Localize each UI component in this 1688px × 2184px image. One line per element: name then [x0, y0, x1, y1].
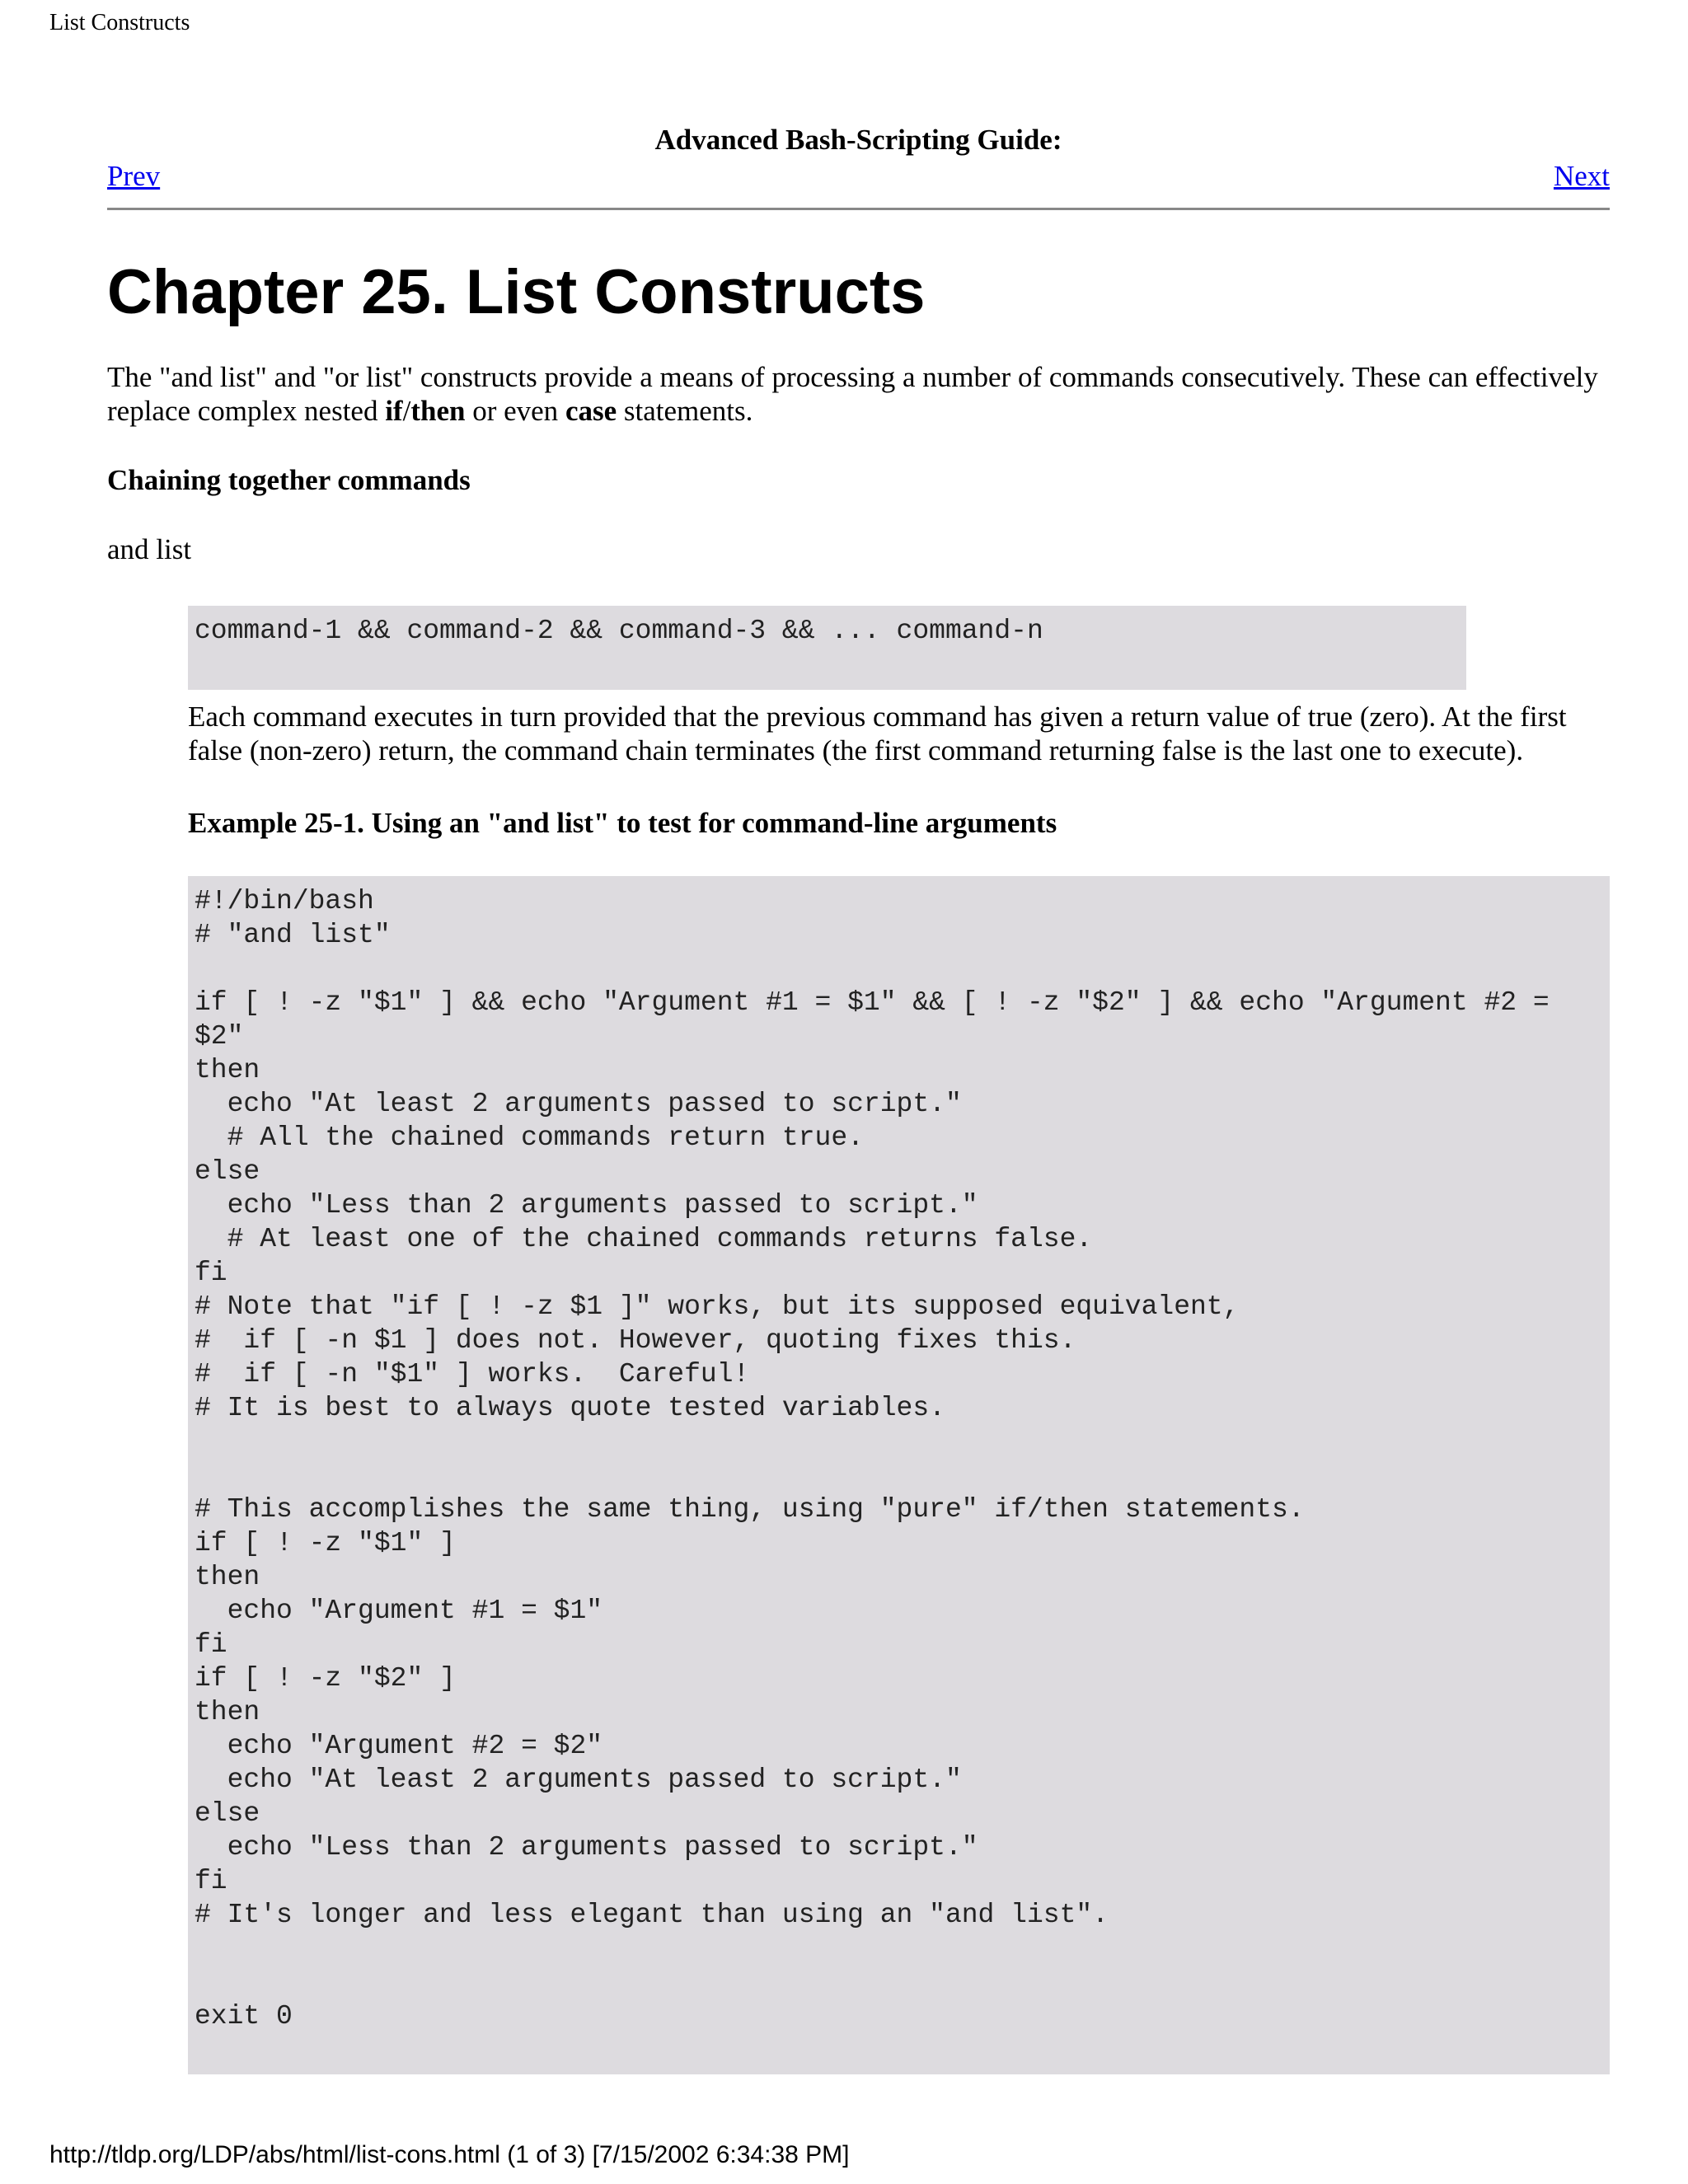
keyword-then: then [410, 394, 466, 427]
print-header: List Constructs [49, 10, 190, 35]
intro-paragraph [107, 360, 1610, 428]
nav-title: Advanced Bash-Scripting Guide: [654, 124, 1062, 156]
page-content [107, 99, 1610, 2074]
intro-text-2: or even [465, 394, 565, 427]
section-title: Chaining together commands [107, 463, 471, 496]
intro-text-1: The "and list" and "or list" constructs provide a means of processing a number of commands consecutively. These can effectively replace complex nested [107, 360, 1598, 427]
prev-link[interactable]: Prev [107, 160, 161, 192]
term-definition [188, 606, 1610, 2074]
chapter-title: Chapter 25. List Constructs [107, 257, 926, 327]
intro-slash: / [402, 394, 411, 427]
next-link[interactable]: Next [1553, 160, 1610, 192]
example-code: #!/bin/bash # "and list" if [ ! -z "$1" ] && echo "Argument #1 = $1" && [ ! -z "$2" ] && echo "Argument #2 = $2" then echo "At least 2 arguments passed to script." # All the chained commands return true. else echo "Less than 2 arguments passed to script." # At least one of the chained commands returns false. fi # Note that "if [ ! -z $1 ]" works, but its supposed equivalent, # if [ -n $1 ] does not. However, quoting fixes this. # if [ -n "$1" ] works. Careful! # It is best to always quote tested variables. # This accomplishes the same thing, using "pure" if/then statements. if [ ! -z "$1" ] then echo "Argument #1 = $1" fi if [ ! -z "$2" ] then echo "Argument #2 = $2" echo "At least 2 arguments passed to script." else echo "Less than 2 arguments passed to script." fi # It's longer and less elegant than using an "and list". exit 0 [188, 876, 1610, 2074]
intro-text-3: statements. [617, 394, 753, 427]
keyword-if: if [385, 394, 403, 427]
synopsis-code: command-1 && command-2 && command-3 && ... command-n [188, 606, 1466, 690]
header-divider [107, 208, 1610, 210]
print-footer: http://tldp.org/LDP/abs/html/list-cons.html (1 of 3) [7/15/2002 6:34:38 PM] [49, 2141, 850, 2168]
definition-text: Each command executes in turn provided that the previous command has given a return value of true (zero). At the first false (non-zero) return, the command chain terminates (the first command returning false is the last one to execute). [188, 700, 1567, 766]
nav-bar [107, 160, 1610, 193]
example-title: Example 25-1. Using an "and list" to test for command-line arguments [188, 806, 1057, 839]
term-and-list: and list [107, 532, 192, 565]
keyword-case: case [565, 394, 617, 427]
